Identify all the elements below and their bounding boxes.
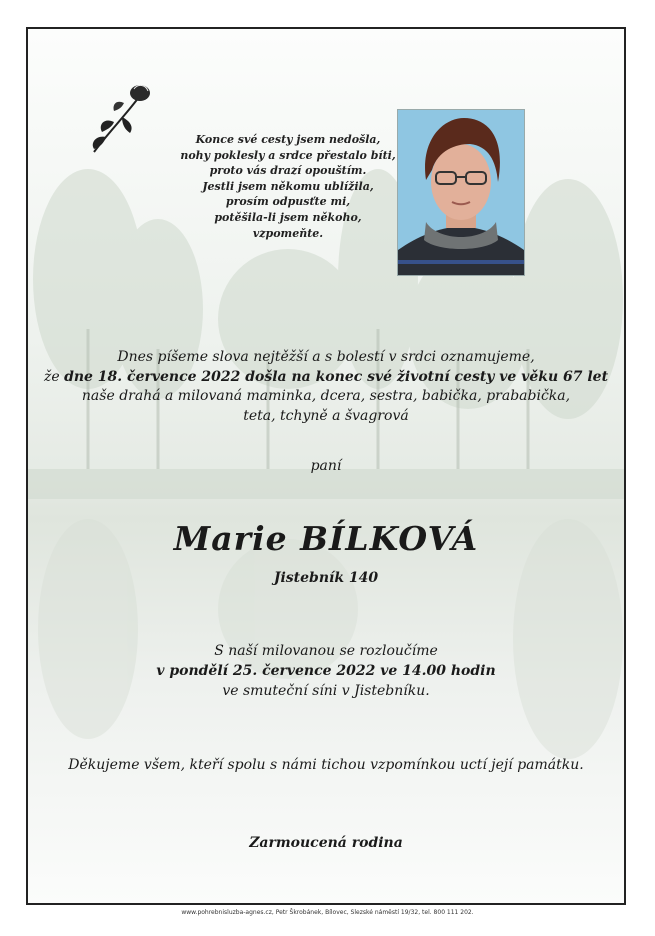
poem-line: potěšila-li jsem někoho, [214,210,362,224]
announcement-line: Dnes píšeme slova nejtěžší a s bolestí v srdci oznamujeme, [117,349,535,365]
footer-text: www.pohrebnisluzba-agnes.cz, Petr Škrobánek, Bílovec, Slezské náměstí 19/32, tel. 800 111 202. [181,909,474,916]
announcement-line: teta, tchyně a švagrová [243,407,409,424]
farewell-line: S naší milovanou se rozloučíme [214,643,438,659]
farewell-info [28,641,624,701]
parte-frame [26,27,626,905]
title-pani: paní [310,458,342,474]
announcement-line-date [28,368,624,388]
announcement-date: dne 18. července 2022 došla na konec své životní cesty ve věku 67 let [64,368,609,385]
poem-line: vzpomeňte. [252,226,324,240]
deceased-name: Marie BÍLKOVÁ [173,519,479,558]
farewell-date: v pondělí 25. července 2022 ve 14.00 hodin [156,663,496,679]
poem-line: nohy poklesly a srdce přestalo bíti, [180,148,396,162]
poem-line: Jestli jsem někomu ublížila, [202,179,374,193]
poem [178,132,398,241]
portrait-illustration [398,110,524,275]
rose-icon [84,77,154,157]
signature: Zarmoucená rodina [249,835,403,851]
poem-line: Konce své cesty jsem nedošla, [195,133,381,146]
announcement-prefix: že [43,368,65,385]
thanks-text: Děkujeme všem, kteří spolu s námi tichou vzpomínkou uctí její památku. [68,757,584,773]
deceased-address: Jistebník 140 [273,570,379,586]
farewell-place: ve smuteční síni v Jistebníku. [222,683,430,699]
announcement-line: naše drahá a milovaná maminka, dcera, sestra, babička, prababička, [81,388,571,405]
poem-line: proto vás drazí opouštím. [209,164,367,178]
poem-line: prosím odpusťte mi, [225,195,351,209]
portrait-photo [397,109,525,276]
announcement [28,348,624,426]
